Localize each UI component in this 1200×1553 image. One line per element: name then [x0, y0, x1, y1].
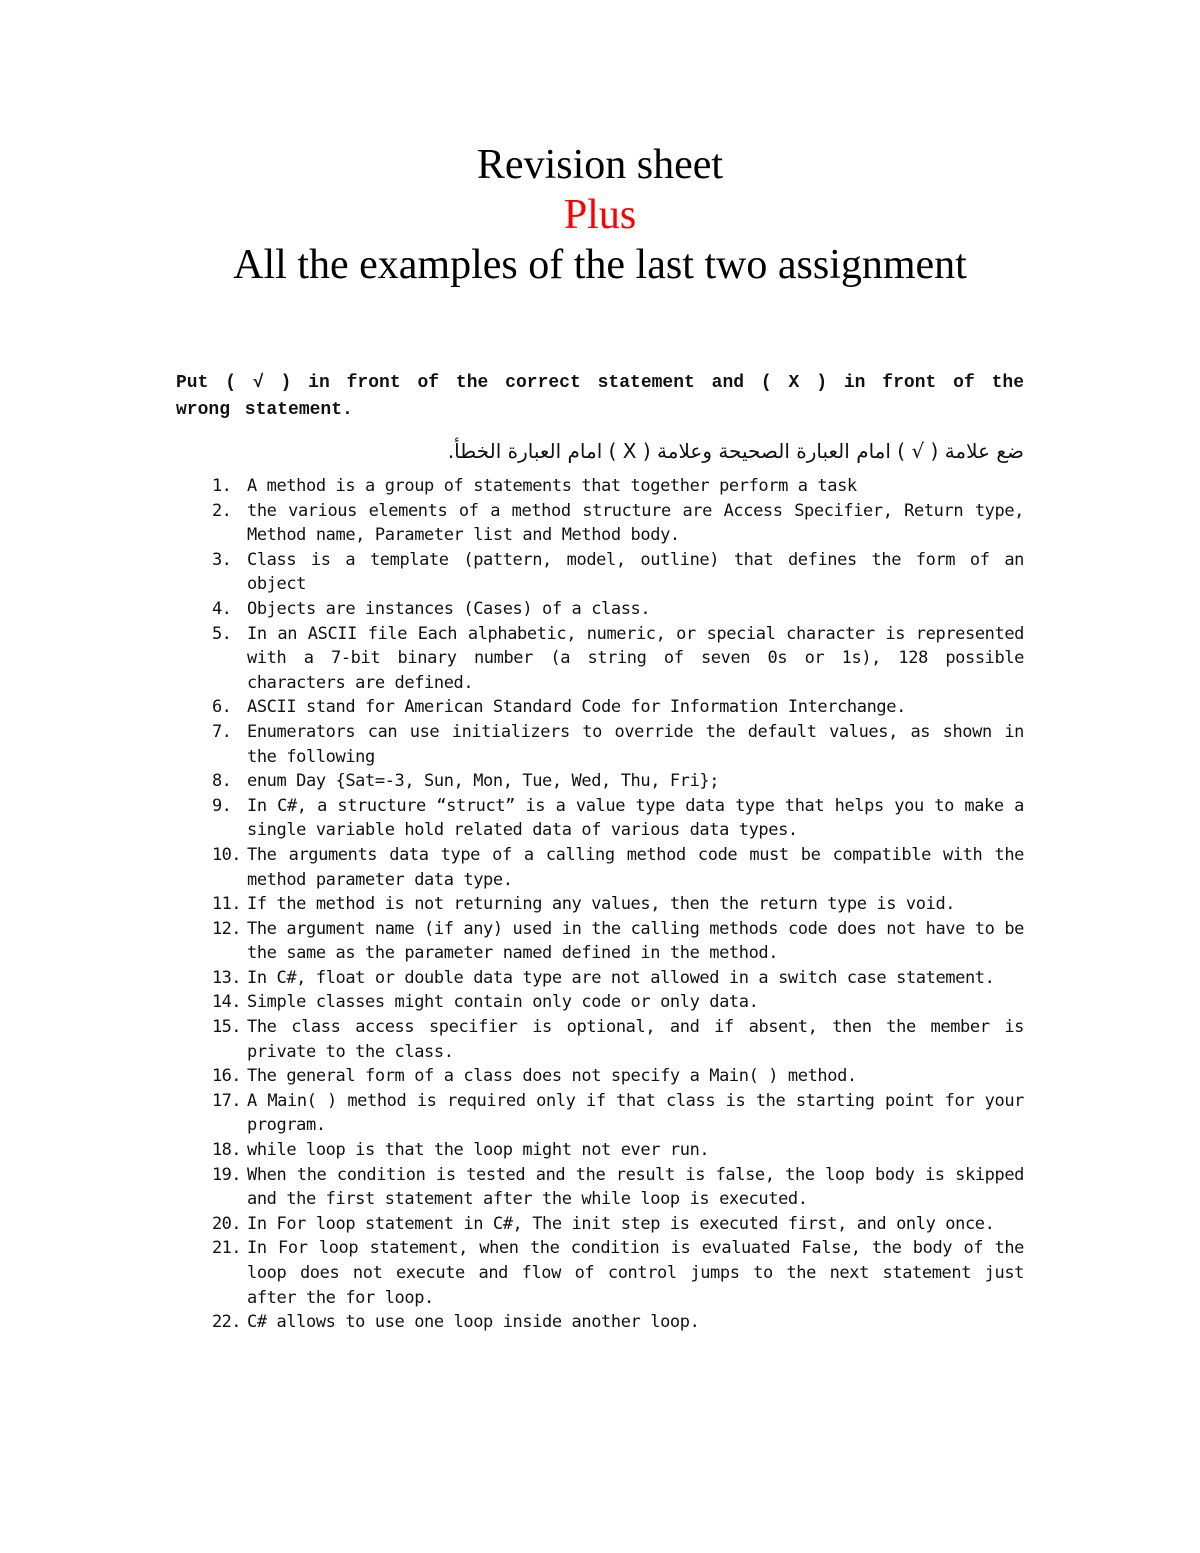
statement-item — [176, 597, 1024, 622]
statement-number: 3. — [212, 549, 232, 570]
statement-text: Simple classes might contain only code or only data. — [247, 992, 759, 1013]
statement-text: Class is a template (pattern, model, outline) that defines the form of an object — [247, 549, 1024, 595]
statement-number: 7. — [212, 721, 232, 742]
statement-item — [176, 966, 1024, 991]
statement-number: 13. — [212, 967, 241, 988]
document-description: All the examples of the last two assignment — [233, 242, 967, 288]
statement-number: 12. — [212, 918, 241, 939]
statement-number: 20. — [212, 1213, 241, 1234]
statement-text: ASCII stand for American Standard Code for Information Interchange. — [247, 697, 906, 718]
statement-item — [176, 892, 1024, 917]
statement-item — [176, 1089, 1024, 1138]
statement-text: A method is a group of statements that together perform a task — [247, 476, 857, 496]
statement-text: Objects are instances (Cases) of a class. — [247, 598, 651, 619]
statement-item — [176, 990, 1024, 1015]
statement-item — [176, 474, 1024, 499]
statement-text: In For loop statement in C#, The init step is executed first, and only once. — [247, 1213, 995, 1234]
statement-text: In C#, a structure “struct” is a value type data type that helps you to make a single variable hold related data of various data types. — [247, 795, 1024, 841]
statement-item — [176, 794, 1024, 843]
statement-item — [176, 1212, 1024, 1237]
statement-number: 22. — [212, 1312, 241, 1333]
statement-text: In For loop statement, when the condition is evaluated False, the body of the loop does not execute and flow of control jumps to the next statement just after the for loop. — [247, 1238, 1024, 1308]
statement-number: 17. — [212, 1090, 241, 1111]
statement-number: 9. — [212, 795, 232, 816]
statement-text: If the method is not returning any values, then the return type is void. — [247, 894, 956, 915]
statement-text: the various elements of a method structure are Access Specifier, Return type, Method name, Parameter list and Method body. — [247, 500, 1024, 546]
statement-text: In an ASCII file Each alphabetic, numeric, or special character is represented with a 7-bit binary number (a string of seven 0s or 1s), 128 possible characters are defined. — [247, 623, 1024, 693]
statement-number: 5. — [212, 623, 232, 644]
statement-list — [176, 474, 1024, 1335]
statement-number: 14. — [212, 992, 241, 1013]
statement-text: In C#, float or double data type are not allowed in a switch case statement. — [247, 967, 995, 988]
instructions — [176, 370, 1024, 466]
statement-number: 11. — [212, 894, 241, 915]
statement-text: Enumerators can use initializers to override the default values, as shown in the following — [247, 721, 1024, 767]
statement-number: 8. — [212, 771, 232, 792]
document-subtitle: Plus — [563, 192, 637, 238]
statement-item — [176, 769, 1024, 794]
statement-number: 4. — [212, 598, 232, 619]
statement-item — [176, 1163, 1024, 1212]
statement-number: 10. — [212, 844, 241, 865]
statement-number: 15. — [212, 1017, 241, 1038]
instructions-english: Put ( √ ) in front of the correct statement and ( X ) in front of the wrong statement. — [176, 373, 1024, 420]
statement-item — [176, 1138, 1024, 1163]
statement-number: 1. — [212, 476, 232, 496]
statement-item — [176, 695, 1024, 720]
statement-item — [176, 917, 1024, 966]
statement-item — [176, 622, 1024, 696]
statement-item — [176, 1015, 1024, 1064]
statement-number: 21. — [212, 1238, 241, 1259]
statement-text: The class access specifier is optional, and if absent, then the member is private to the class. — [247, 1017, 1024, 1062]
statement-item — [176, 499, 1024, 548]
statement-text: The general form of a class does not specify a Main( ) method. — [247, 1066, 857, 1087]
statement-number: 2. — [212, 500, 232, 521]
statement-number: 18. — [212, 1140, 241, 1161]
statement-item — [176, 843, 1024, 892]
statement-text: C# allows to use one loop inside another loop. — [247, 1312, 700, 1333]
statement-item — [176, 548, 1024, 597]
statement-number: 6. — [212, 697, 232, 718]
statement-item — [176, 1310, 1024, 1335]
statement-text: When the condition is tested and the result is false, the loop body is skipped and the first statement after the while loop is executed. — [247, 1164, 1024, 1210]
statement-text: The arguments data type of a calling method code must be compatible with the method parameter data type. — [247, 844, 1024, 890]
statement-text: A Main( ) method is required only if that class is the starting point for your program. — [247, 1090, 1024, 1136]
statement-text: while loop is that the loop might not ever run. — [247, 1140, 710, 1161]
document-title: Revision sheet — [476, 142, 724, 188]
statement-item — [176, 1064, 1024, 1089]
statement-number: 16. — [212, 1066, 241, 1087]
document-header — [0, 140, 1200, 290]
statement-item — [176, 720, 1024, 769]
instructions-arabic: ضع علامة ( √ ) امام العبارة الصحيحة وعلامة ( X ) امام العبارة الخطأ. — [447, 439, 1024, 463]
statement-text: enum Day {Sat=-3, Sun, Mon, Tue, Wed, Thu, Fri}; — [247, 771, 720, 792]
statement-text: The argument name (if any) used in the calling methods code does not have to be the same as the parameter named defined in the method. — [247, 918, 1024, 964]
statement-item — [176, 1236, 1024, 1310]
statement-number: 19. — [212, 1164, 241, 1185]
